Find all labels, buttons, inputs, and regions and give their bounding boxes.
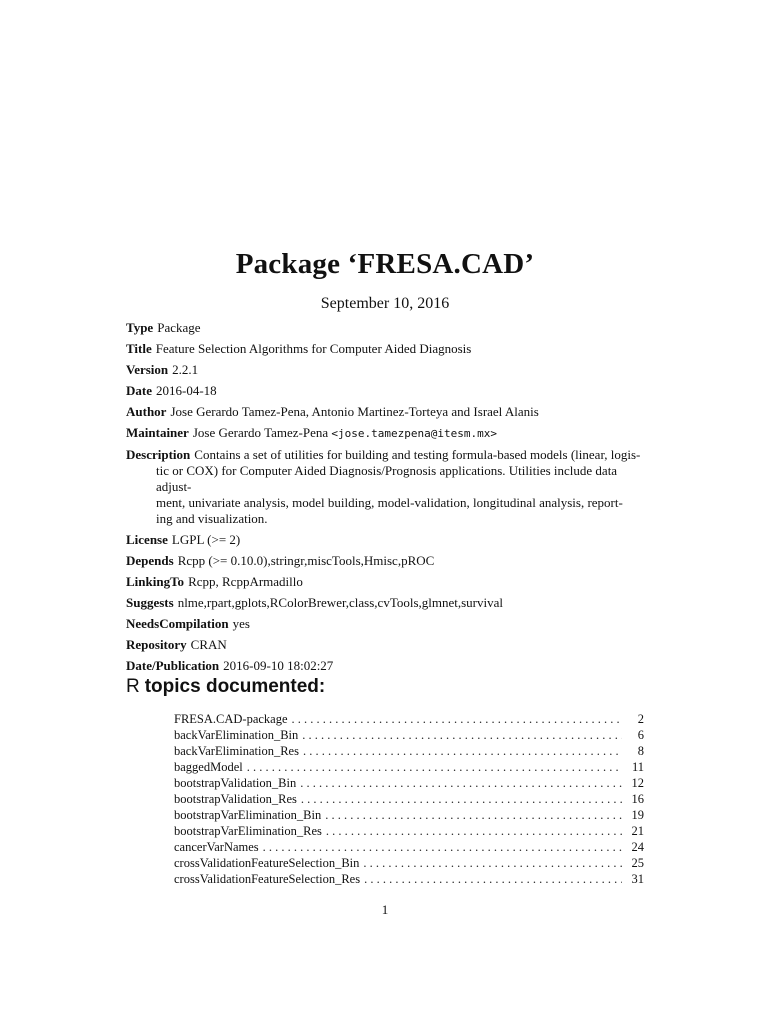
toc-entry-page: 21 — [631, 824, 644, 838]
toc-entry-name: cancerVarNames — [174, 840, 259, 854]
toc-entry-page: 24 — [631, 840, 644, 854]
field-key: Depends — [126, 553, 174, 568]
maintainer-name: Jose Gerardo Tamez-Pena — [192, 425, 329, 440]
toc-entry-name: bootstrapVarElimination_Res — [174, 824, 322, 838]
topics-heading-text: topics documented: — [144, 676, 326, 697]
toc-entry-page: 6 — [637, 728, 644, 742]
topics-heading — [126, 676, 325, 698]
field-license — [126, 532, 646, 548]
field-maintainer — [126, 425, 646, 442]
description-line: ment, univariate analysis, model building, model-validation, longitudinal analysis, report- — [156, 495, 623, 510]
field-linkingto — [126, 574, 646, 590]
field-key: License — [126, 532, 168, 547]
toc-entry-page: 8 — [637, 744, 644, 758]
field-value: nlme,rpart,gplots,RColorBrewer,class,cvTools,glmnet,survival — [177, 595, 504, 610]
toc-entry[interactable] — [174, 759, 644, 775]
toc-entry-name: FRESA.CAD-package — [174, 712, 288, 726]
toc-entry-name: bootstrapValidation_Bin — [174, 776, 297, 790]
toc-entry-page: 19 — [631, 808, 644, 822]
field-key: Suggests — [126, 595, 174, 610]
field-value: LGPL (>= 2) — [171, 532, 241, 547]
toc-leader-dots — [288, 711, 622, 727]
field-date — [126, 383, 646, 399]
toc-leader-dots — [259, 839, 622, 855]
toc-entry-page: 11 — [631, 760, 644, 774]
description-line — [126, 447, 646, 463]
toc-leader-dots — [360, 871, 622, 887]
field-key: Date/Publication — [126, 658, 220, 673]
toc-entry-name: baggedModel — [174, 760, 243, 774]
toc-entry-name: backVarElimination_Res — [174, 744, 299, 758]
field-key: Repository — [126, 637, 187, 652]
field-value: 2.2.1 — [172, 362, 199, 377]
toc-entry-page: 25 — [631, 856, 644, 870]
description-text: Contains a set of utilities for building and testing formula-based models (linear, logis- — [194, 447, 641, 462]
field-key: Type — [126, 320, 154, 335]
toc-leader-dots — [243, 759, 622, 775]
toc-leader-dots — [297, 791, 622, 807]
package-date: September 10, 2016 — [320, 295, 450, 312]
field-title — [126, 341, 646, 357]
field-key: Version — [126, 362, 169, 377]
toc-entry-name: crossValidationFeatureSelection_Bin — [174, 856, 360, 870]
field-key: Author — [126, 404, 167, 419]
toc-entry-name: bootstrapValidation_Res — [174, 792, 297, 806]
page-number: 1 — [381, 902, 389, 917]
toc-leader-dots — [321, 807, 622, 823]
field-author — [126, 404, 646, 420]
toc-entry[interactable] — [174, 823, 644, 839]
field-version — [126, 362, 646, 378]
toc-leader-dots — [299, 743, 622, 759]
toc-leader-dots — [298, 727, 622, 743]
toc-entry-page: 31 — [631, 872, 644, 886]
r-logo-glyph: R — [126, 676, 140, 697]
toc-entry[interactable] — [174, 711, 644, 727]
field-value: Jose Gerardo Tamez-Pena, Antonio Martinez-Torteya and Israel Alanis — [170, 404, 539, 419]
field-value: Rcpp (>= 0.10.0),stringr,miscTools,Hmisc,pROC — [177, 553, 435, 568]
table-of-contents — [174, 711, 644, 887]
toc-entry[interactable] — [174, 743, 644, 759]
field-value: Rcpp, RcppArmadillo — [188, 574, 303, 589]
field-value: Package — [157, 320, 201, 335]
toc-entry[interactable] — [174, 807, 644, 823]
field-needscompilation — [126, 616, 646, 632]
toc-entry[interactable] — [174, 775, 644, 791]
toc-leader-dots — [359, 855, 622, 871]
field-key: Maintainer — [126, 425, 189, 440]
description-line: tic or COX) for Computer Aided Diagnosis/Prognosis applications. Utilities include data adjust- — [156, 463, 618, 494]
toc-leader-dots — [322, 823, 622, 839]
toc-entry-name: backVarElimination_Bin — [174, 728, 299, 742]
description-line: ing and visualization. — [156, 511, 268, 526]
field-repository — [126, 637, 646, 653]
field-description — [126, 447, 646, 527]
field-key: LinkingTo — [126, 574, 185, 589]
toc-entry-page: 12 — [631, 776, 644, 790]
toc-entry[interactable] — [174, 871, 644, 887]
field-key: Description — [126, 447, 191, 462]
toc-entry[interactable] — [174, 727, 644, 743]
field-key: Date — [126, 383, 152, 398]
field-key: NeedsCompilation — [126, 616, 229, 631]
field-date-publication — [126, 658, 646, 674]
toc-entry[interactable] — [174, 791, 644, 807]
toc-entry-page: 16 — [631, 792, 644, 806]
field-suggests — [126, 595, 646, 611]
toc-entry-page: 2 — [637, 712, 644, 726]
maintainer-email: <jose.tamezpena@itesm.mx> — [331, 427, 497, 440]
package-title: Package ‘FRESA.CAD’ — [235, 248, 535, 280]
toc-entry[interactable] — [174, 839, 644, 855]
toc-entry[interactable] — [174, 855, 644, 871]
field-value: Feature Selection Algorithms for Computer Aided Diagnosis — [155, 341, 472, 356]
field-type — [126, 320, 646, 336]
field-value: yes — [232, 616, 250, 631]
field-value: 2016-09-10 18:02:27 — [223, 658, 334, 673]
field-value: 2016-04-18 — [156, 383, 217, 398]
field-value: CRAN — [190, 637, 227, 652]
toc-entry-name: bootstrapVarElimination_Bin — [174, 808, 322, 822]
field-key: Title — [126, 341, 152, 356]
field-depends — [126, 553, 646, 569]
toc-entry-name: crossValidationFeatureSelection_Res — [174, 872, 361, 886]
toc-leader-dots — [296, 775, 622, 791]
description-fields — [126, 320, 646, 679]
